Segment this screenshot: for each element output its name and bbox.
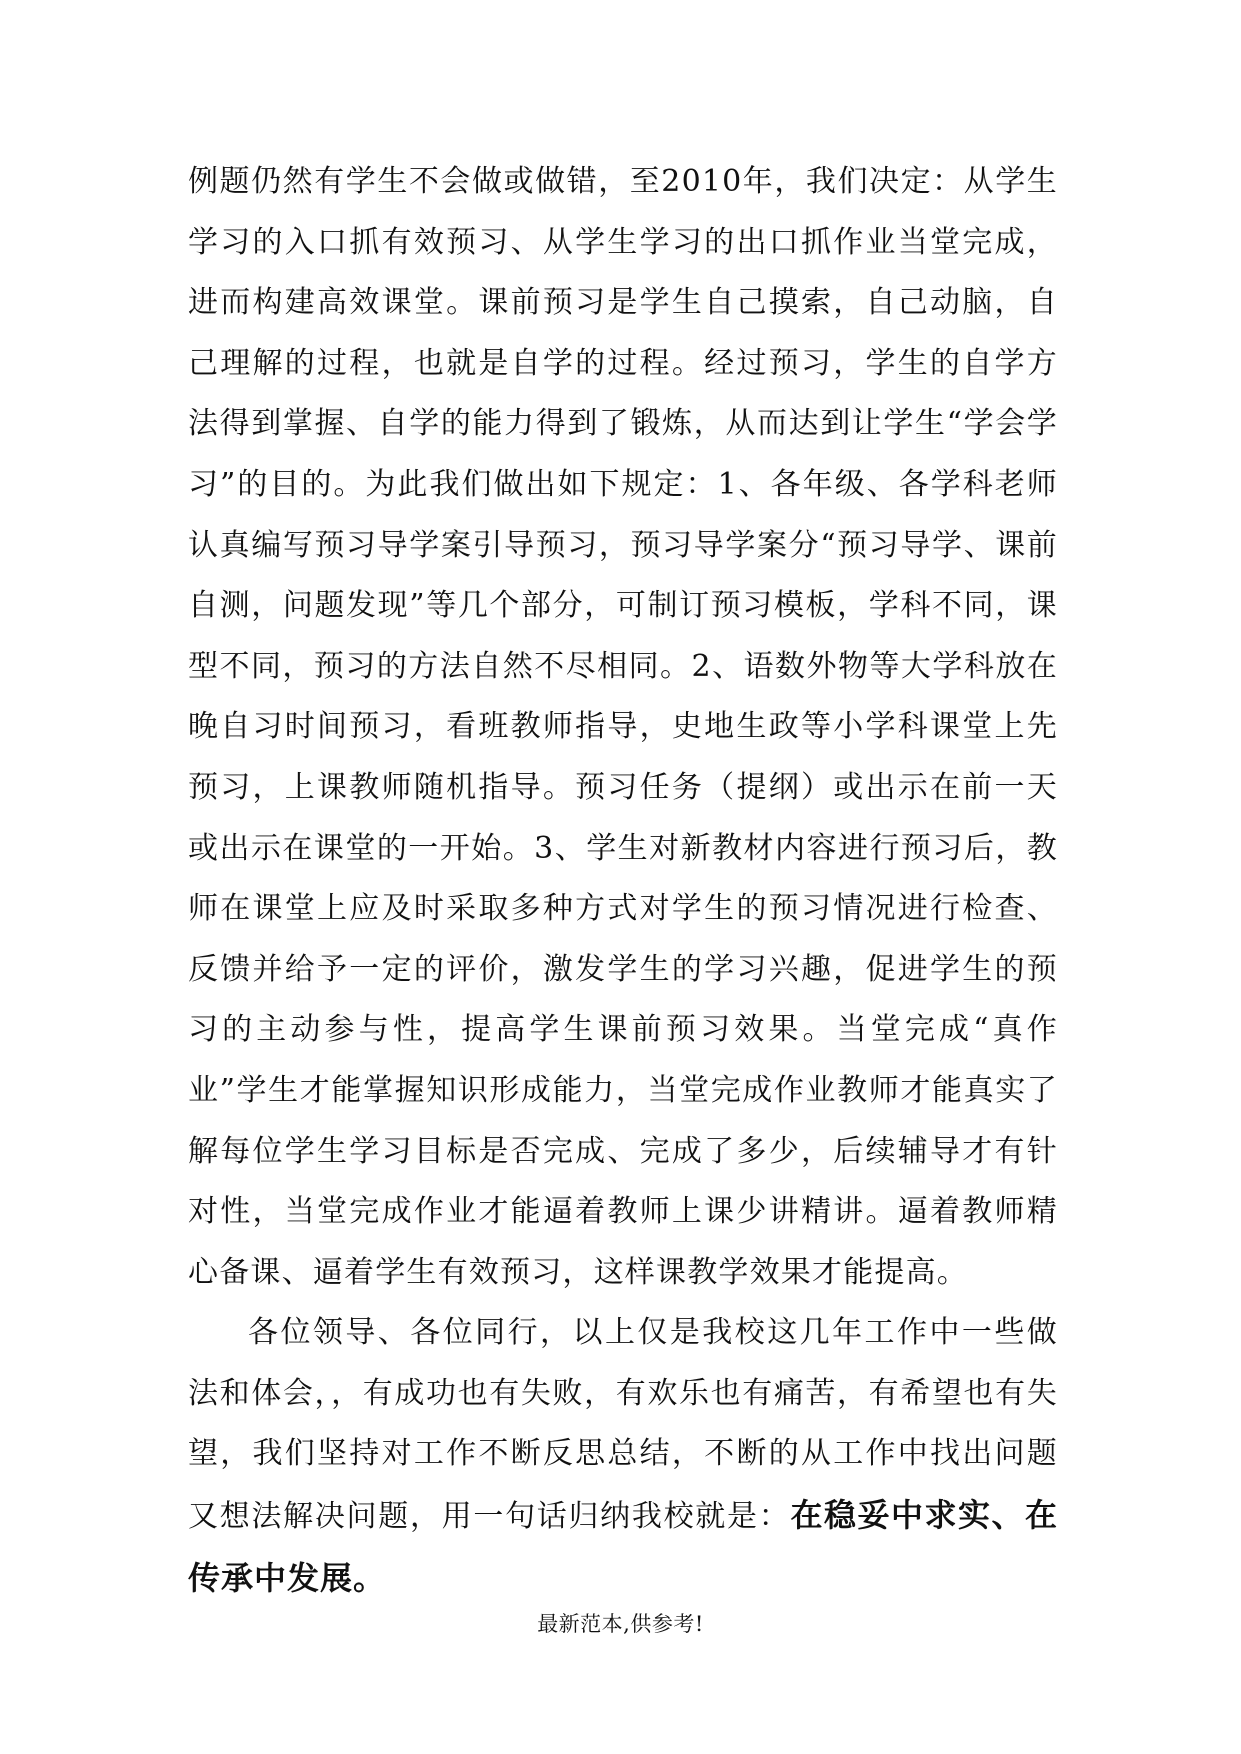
- paragraph-preview-homework: [188, 152, 1058, 1303]
- paragraph-closing: [188, 1303, 1058, 1610]
- paragraph-text: 例题仍然有学生不会做或做错，至2010年，我们决定：从学生学习的入口抓有效预习、从学生学习的出口抓作业当堂完成，进而构建高效课堂。课前预习是学生自己摸索，自己动脑，自己理解的过程，也就是自学的过程。经过预习，学生的自学方法得到掌握、自学的能力得到了锻炼，从而达到让学生“学会学习”的目的。为此我们做出如下规定：1、各年级、各学科老师认真编写预习导学案引导预习，预习导学案分“预习导学、课前自测，问题发现”等几个部分，可制订预习模板，学科不同，课型不同，预习的方法自然不尽相同。2、语数外物等大学科放在晚自习时间预习，看班教师指导，史地生政等小学科课堂上先预习，上课教师随机指导。预习任务（提纲）或出示在前一天或出示在课堂的一开始。3、学生对新教材内容进行预习后，教师在课堂上应及时采取多种方式对学生的预习情况进行检查、反馈并给予一定的评价，激发学生的学习兴趣，促进学生的预习的主动参与性，提高学生课前预习效果。当堂完成“真作业”学生才能掌握知识形成能力，当堂完成作业教师才能真实了解每位学生学习目标是否完成、完成了多少，后续辅导才有针对性，当堂完成作业才能逼着教师上课少讲精讲。逼着教师精心备课、逼着学生有效预习，这样课教学效果才能提高。: [188, 164, 1058, 1290]
- page-footer: 最新范本,供参考!: [537, 1612, 704, 1636]
- motto-emphasis: 在稳妥中求实、在传承中发展。: [188, 1496, 1058, 1597]
- paragraph-text: 各位领导、各位同行，以上仅是我校这几年工作中一些做法和体会，，有成功也有失败，有欢乐也有痛苦，有希望也有失望，我们坚持对工作不断反思总结，不断的从工作中找出问题又想法解决问题，用一句话归纳我校就是：: [188, 1315, 1058, 1535]
- document-body: [188, 152, 1058, 1610]
